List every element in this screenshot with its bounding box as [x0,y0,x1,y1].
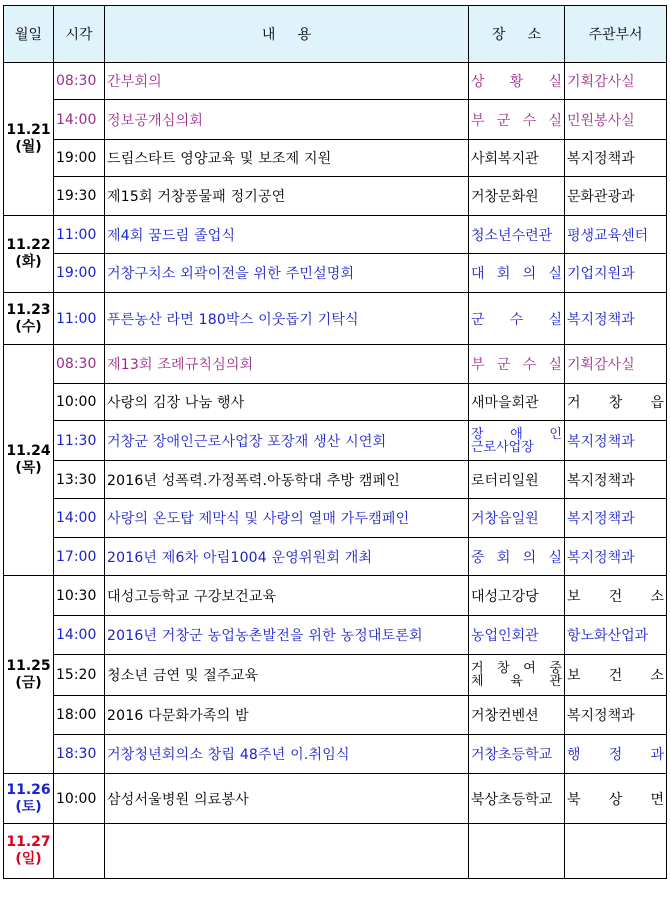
dept-cell [565,824,667,879]
content-cell: 청소년 금연 및 절주교육 [105,655,469,696]
table-row [4,345,667,384]
dept-cell: 행 정 과 [565,735,667,774]
dept-cell: 복지정책과 [565,421,667,461]
table-row [4,576,667,616]
date-label: 11.24 [6,443,51,459]
header-row [4,6,667,63]
time-cell: 19:00 [54,140,105,177]
date-label: 11.25 [6,657,51,674]
weekday-label: (금) [15,674,42,691]
table-row [4,293,667,345]
header-dept: 주관부서 [565,6,667,63]
time-cell: 17:00 [54,538,105,576]
time-cell: 14:00 [54,100,105,140]
table-row [4,384,667,421]
time-cell: 19:30 [54,177,105,216]
content-cell: 2016년 성폭력.가정폭력.아동학대 추방 캠페인 [105,461,469,499]
place-cell: 대성고강당 [469,576,565,616]
date-label: 11.23 [6,301,51,318]
date-cell [4,293,54,345]
place-cell: 거 창 여 중 체 육 관 [469,655,565,696]
dept-cell: 민원봉사실 [565,100,667,140]
time-cell: 13:30 [54,461,105,499]
table-row [4,655,667,696]
place-cell: 거창초등학교 [469,735,565,774]
place-cell: 거창컨벤션 [469,696,565,735]
dept-cell: 복지정책과 [565,499,667,538]
table-row [4,140,667,177]
table-row [4,696,667,735]
dept-cell: 복지정책과 [565,461,667,499]
content-cell: 대성고등학교 구강보건교육 [105,576,469,616]
time-cell: 11:00 [54,293,105,345]
content-cell: 제15회 거창풍물패 정기공연 [105,177,469,216]
dept-cell: 복지정책과 [565,293,667,345]
table-row [4,254,667,293]
date-label: 11.21 [6,122,51,138]
date-cell [4,63,54,216]
dept-cell: 기획감사실 [565,63,667,100]
table-row [4,616,667,655]
time-cell: 18:30 [54,735,105,774]
dept-cell: 거 창 읍 [565,384,667,421]
table-row [4,499,667,538]
table-row [4,538,667,576]
place-cell: 상 황 실 [469,63,565,100]
content-cell: 사랑의 김장 나눔 행사 [105,384,469,421]
time-cell: 08:30 [54,345,105,384]
content-cell: 정보공개심의회 [105,100,469,140]
content-cell: 거창구치소 외곽이전을 위한 주민설명회 [105,254,469,293]
dept-cell: 항노화산업과 [565,616,667,655]
weekday-label: (토) [15,798,42,815]
table-row [4,177,667,216]
place-cell: 사회복지관 [469,140,565,177]
time-cell: 10:00 [54,774,105,824]
content-cell: 제13회 조례규칙심의회 [105,345,469,384]
place-cell: 대 회 의 실 [469,254,565,293]
dept-cell: 복지정책과 [565,140,667,177]
time-cell: 19:00 [54,254,105,293]
header-time: 시각 [54,6,105,63]
place-cell: 로터리일원 [469,461,565,499]
content-cell: 거창군 장애인근로사업장 포장재 생산 시연회 [105,421,469,461]
content-cell [105,824,469,879]
content-cell: 사랑의 온도탑 제막식 및 사랑의 열매 가두캠페인 [105,499,469,538]
header-date: 월일 [4,6,54,63]
place-cell [469,824,565,879]
table-row [4,774,667,824]
place-cell: 거창읍일원 [469,499,565,538]
table-row [4,461,667,499]
content-cell: 드림스타트 영양교육 및 보조제 지원 [105,140,469,177]
time-cell: 18:00 [54,696,105,735]
place-cell: 새마을회관 [469,384,565,421]
time-cell: 10:30 [54,576,105,616]
dept-cell: 보 건 소 [565,655,667,696]
header-place: 장 소 [469,6,565,63]
dept-cell: 기획감사실 [565,345,667,384]
dept-cell: 문화관광과 [565,177,667,216]
place-cell: 부 군 수 실 [469,345,565,384]
place-cell: 중 회 의 실 [469,538,565,576]
dept-cell: 북 상 면 [565,774,667,824]
content-cell: 2016년 제6차 아림1004 운영위원회 개최 [105,538,469,576]
dept-cell: 복지정책과 [565,538,667,576]
content-cell: 간부회의 [105,63,469,100]
time-cell: 11:30 [54,421,105,461]
dept-cell: 기업지원과 [565,254,667,293]
date-cell [4,774,54,824]
table-row [4,421,667,461]
time-cell: 14:00 [54,499,105,538]
place-cell: 농업인회관 [469,616,565,655]
time-cell: 10:00 [54,384,105,421]
weekday-label: (일) [15,851,42,867]
table-row [4,824,667,879]
weekday-label: (월) [15,139,42,155]
weekday-label: (목) [15,460,42,476]
time-cell [54,824,105,879]
table-row [4,100,667,140]
date-label: 11.26 [6,781,51,798]
date-label: 11.27 [6,834,51,850]
place-cell: 장 애 인 근로사업장 [469,421,565,461]
table-row [4,216,667,254]
header-content: 내 용 [105,6,469,63]
content-cell: 거창청년회의소 창립 48주년 이.취임식 [105,735,469,774]
date-cell [4,576,54,774]
dept-cell: 보 건 소 [565,576,667,616]
place-cell: 거창문화원 [469,177,565,216]
place-cell: 군 수 실 [469,293,565,345]
time-cell: 11:00 [54,216,105,254]
table-row [4,63,667,100]
date-label: 11.22 [6,237,51,253]
weekday-label: (수) [15,318,42,335]
place-cell: 청소년수련관 [469,216,565,254]
time-cell: 08:30 [54,63,105,100]
date-cell [4,345,54,576]
content-cell: 제4회 꿈드림 졸업식 [105,216,469,254]
table-row [4,735,667,774]
time-cell: 15:20 [54,655,105,696]
dept-cell: 복지정책과 [565,696,667,735]
content-cell: 삼성서울병원 의료봉사 [105,774,469,824]
place-cell: 부 군 수 실 [469,100,565,140]
schedule-table [3,5,667,879]
dept-cell: 평생교육센터 [565,216,667,254]
time-cell: 14:00 [54,616,105,655]
content-cell: 2016 다문화가족의 밤 [105,696,469,735]
content-cell: 푸른농산 라면 180박스 이웃돕기 기탁식 [105,293,469,345]
content-cell: 2016년 거창군 농업농촌발전을 위한 농정대토론회 [105,616,469,655]
schedule-body [4,63,667,879]
date-cell [4,824,54,879]
place-cell: 북상초등학교 [469,774,565,824]
weekday-label: (화) [15,254,42,270]
date-cell [4,216,54,293]
